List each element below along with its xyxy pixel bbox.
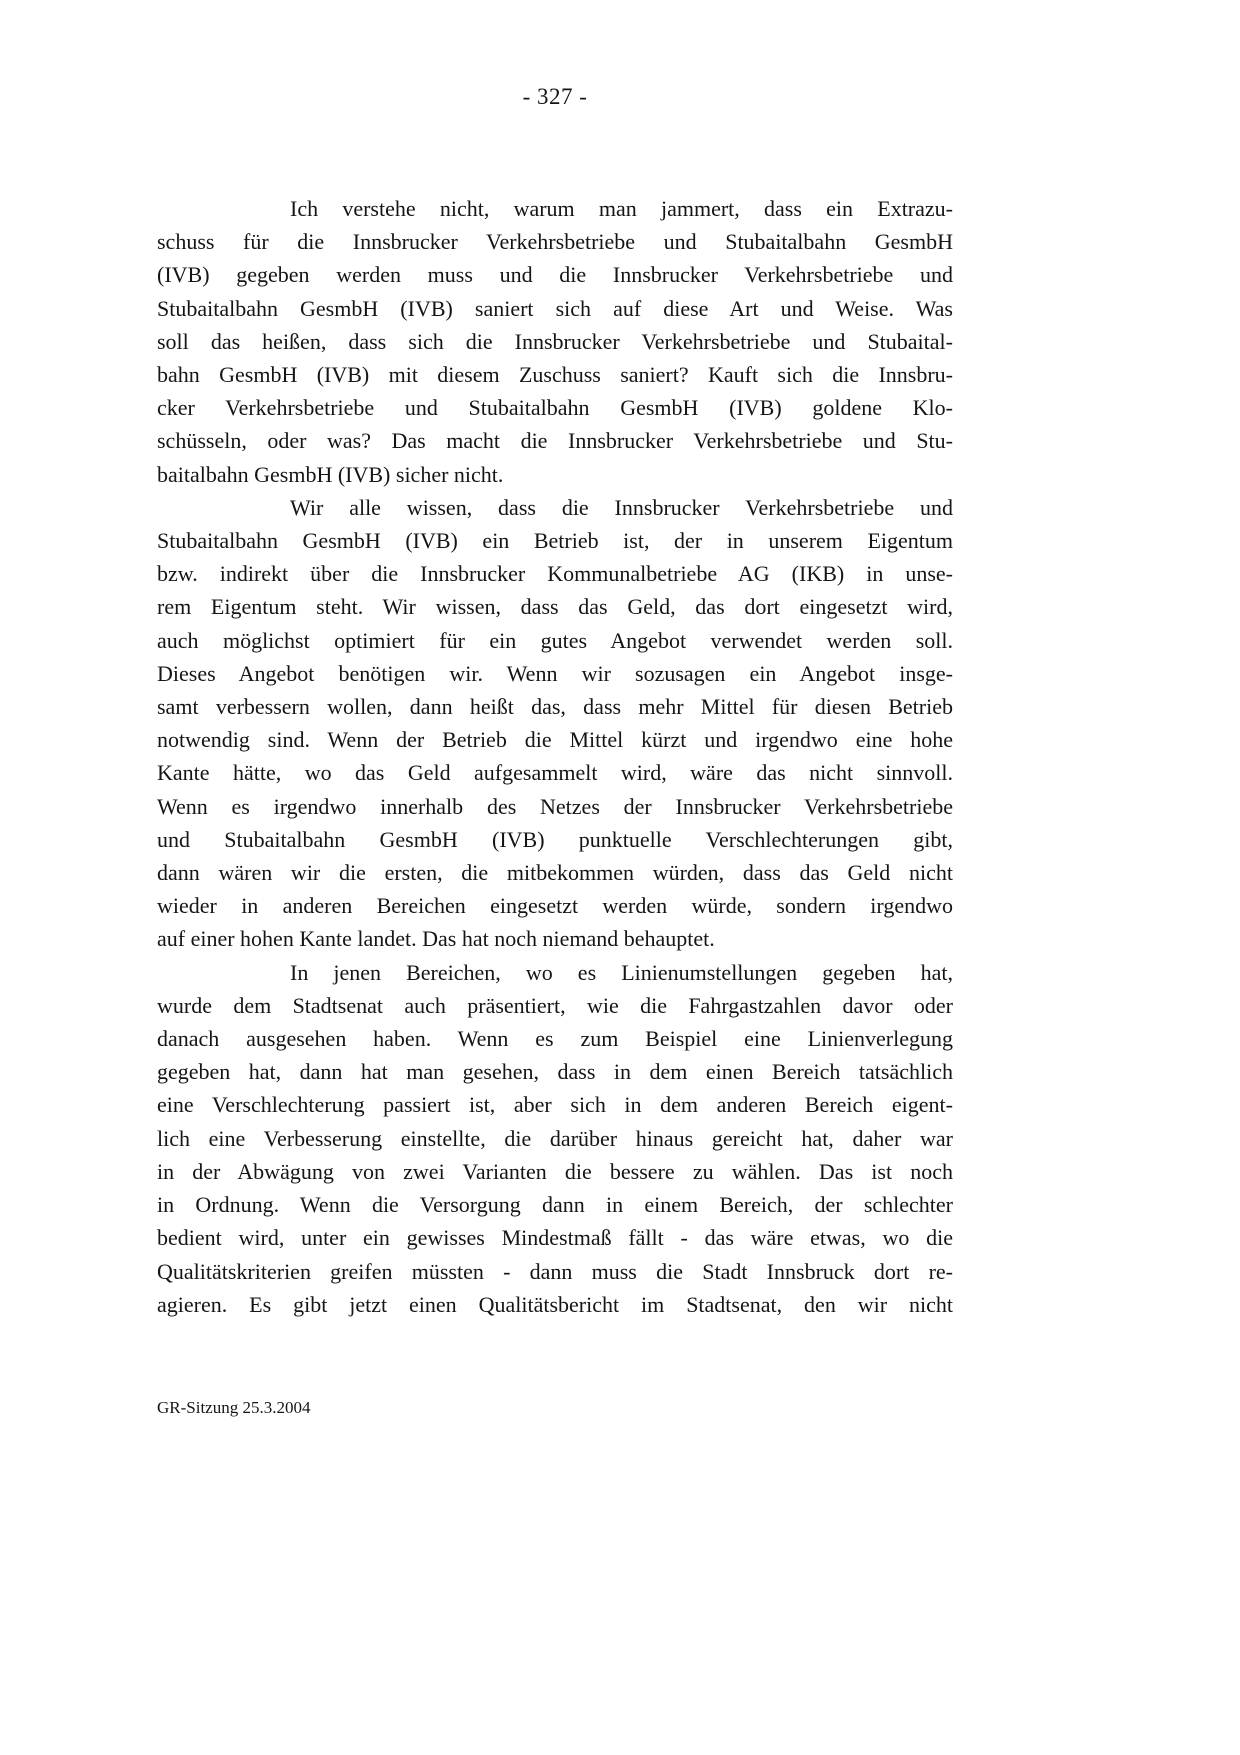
text-line: und Stubaitalbahn GesmbH (IVB) punktuelle Verschlechterungen gibt, bbox=[157, 826, 953, 852]
text-line: cker Verkehrsbetriebe und Stubaitalbahn GesmbH (IVB) goldene Klo- bbox=[157, 395, 953, 421]
document-body bbox=[157, 192, 953, 1321]
text-line: Stubaitalbahn GesmbH (IVB) saniert sich auf diese Art und Weise. Was bbox=[157, 295, 953, 321]
text-line: lich eine Verbesserung einstellte, die darüber hinaus gereicht hat, daher war bbox=[157, 1125, 953, 1151]
text-line: Ich verstehe nicht, warum man jammert, dass ein Extrazu- bbox=[290, 196, 953, 221]
footer-session-label: GR-Sitzung 25.3.2004 bbox=[157, 1398, 311, 1417]
text-line: Wir alle wissen, dass die Innsbrucker Verkehrsbetriebe und bbox=[290, 494, 953, 520]
text-line: samt verbessern wollen, dann heißt das, dass mehr Mittel für diesen Betrieb bbox=[157, 694, 953, 720]
text-line: danach ausgesehen haben. Wenn es zum Beispiel eine Linienverlegung bbox=[157, 1026, 953, 1052]
text-line: baitalbahn GesmbH (IVB) sicher nicht. bbox=[157, 461, 504, 487]
text-line: wurde dem Stadtsenat auch präsentiert, wie die Fahrgastzahlen davor oder bbox=[157, 992, 953, 1018]
text-line: (IVB) gegeben werden muss und die Innsbrucker Verkehrsbetriebe und bbox=[157, 262, 953, 288]
text-line: Dieses Angebot benötigen wir. Wenn wir sozusagen ein Angebot insge- bbox=[157, 660, 953, 686]
page-number: - 327 - bbox=[522, 84, 588, 109]
text-line: bzw. indirekt über die Innsbrucker Kommunalbetriebe AG (IKB) in unse- bbox=[157, 561, 953, 587]
text-line: schüsseln, oder was? Das macht die Innsbrucker Verkehrsbetriebe und Stu- bbox=[157, 428, 953, 454]
text-line: rem Eigentum steht. Wir wissen, dass das Geld, das dort eingesetzt wird, bbox=[157, 594, 953, 620]
text-line: notwendig sind. Wenn der Betrieb die Mittel kürzt und irgendwo eine hohe bbox=[157, 727, 953, 753]
text-line: eine Verschlechterung passiert ist, aber sich in dem anderen Bereich eigent- bbox=[157, 1092, 953, 1118]
text-line: Qualitätskriterien greifen müssten - dann muss die Stadt Innsbruck dort re- bbox=[157, 1258, 953, 1284]
text-line: auf einer hohen Kante landet. Das hat noch niemand behauptet. bbox=[157, 926, 715, 952]
text-line: gegeben hat, dann hat man gesehen, dass in dem einen Bereich tatsächlich bbox=[157, 1059, 953, 1085]
text-line: Wenn es irgendwo innerhalb des Netzes der Innsbrucker Verkehrsbetriebe bbox=[157, 793, 953, 819]
text-line: In jenen Bereichen, wo es Linienumstellungen gegeben hat, bbox=[290, 959, 953, 985]
paragraph bbox=[157, 491, 953, 956]
text-line: dann wären wir die ersten, die mitbekommen würden, dass das Geld nicht bbox=[157, 860, 953, 886]
text-line: wieder in anderen Bereichen eingesetzt werden würde, sondern irgendwo bbox=[157, 893, 953, 919]
text-line: soll das heißen, dass sich die Innsbrucker Verkehrsbetriebe und Stubaital- bbox=[157, 328, 953, 354]
text-line: Kante hätte, wo das Geld aufgesammelt wird, wäre das nicht sinnvoll. bbox=[157, 760, 953, 786]
text-line: in Ordnung. Wenn die Versorgung dann in einem Bereich, der schlechter bbox=[157, 1192, 953, 1218]
text-line: bahn GesmbH (IVB) mit diesem Zuschuss saniert? Kauft sich die Innsbru- bbox=[157, 362, 953, 388]
text-line: in der Abwägung von zwei Varianten die bessere zu wählen. Das ist noch bbox=[157, 1158, 953, 1184]
text-line: schuss für die Innsbrucker Verkehrsbetriebe und Stubaitalbahn GesmbH bbox=[157, 229, 953, 255]
paragraph bbox=[157, 192, 953, 491]
text-block bbox=[157, 0, 953, 1755]
text-line: Stubaitalbahn GesmbH (IVB) ein Betrieb ist, der in unserem Eigentum bbox=[157, 528, 953, 554]
paragraph bbox=[157, 956, 953, 1321]
text-line: auch möglichst optimiert für ein gutes Angebot verwendet werden soll. bbox=[157, 627, 953, 653]
text-line: bedient wird, unter ein gewisses Mindestmaß fällt - das wäre etwas, wo die bbox=[157, 1225, 953, 1251]
text-line: agieren. Es gibt jetzt einen Qualitätsbericht im Stadtsenat, den wir nicht bbox=[157, 1291, 953, 1317]
